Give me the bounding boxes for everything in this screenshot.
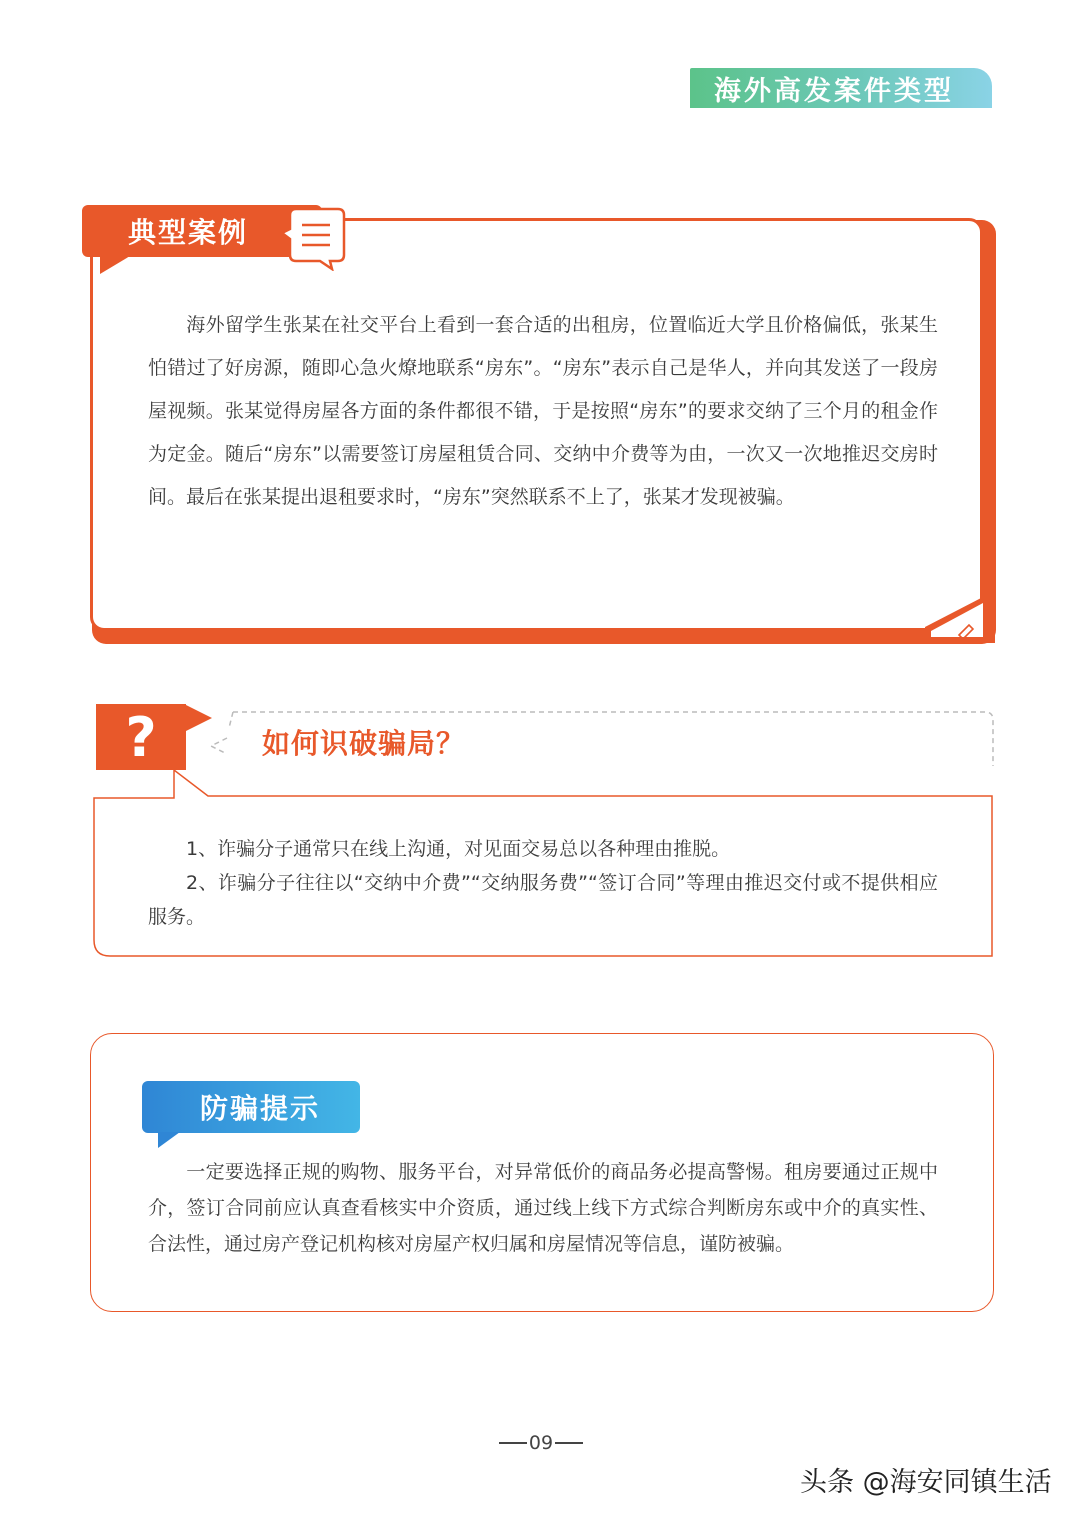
section-tag <box>690 68 992 108</box>
tips-paragraph <box>148 1154 938 1262</box>
tips-label-tail <box>158 1132 180 1148</box>
list-item-text: 2、诈骗分子往往以“交纳中介费”“交纳服务费”“签订合同”等理由推迟交付或不提供相应服务。 <box>148 872 938 928</box>
tips-label-text: 防骗提示 <box>200 1092 321 1125</box>
case-label-text: 典型案例 <box>128 216 249 249</box>
list-item <box>148 866 938 934</box>
how-list <box>148 832 938 934</box>
case-label-tail <box>100 256 130 274</box>
speech-bubble-icon <box>282 205 346 271</box>
case-paragraph <box>148 304 938 519</box>
list-item <box>148 832 938 866</box>
pencil-corner-icon <box>925 597 995 643</box>
page-number <box>496 1432 586 1454</box>
list-item-text: 1、诈骗分子通常只在线上沟通，对见面交易总以各种理由推脱。 <box>186 838 731 860</box>
case-paragraph-text: 海外留学生张某在社交平台上看到一套合适的出租房，位置临近大学且价格偏低，张某生怕错过了好房源，随即心急火燎地联系“房东”。“房东”表示自己是华人，并向其发送了一段房屋视频。张某觉得房屋各方面的条件都很不错，于是按照“房东”的要求交纳了三个月的租金作为定金。随后“房东”以需要签订房屋租赁合同、交纳中介费等为由，一次又一次地推迟交房时间。最后在张某提出退租要求时，“房东”突然联系不上了，张某才发现被骗。 <box>148 314 938 508</box>
question-mark-icon <box>96 704 186 770</box>
page-number-rule-left <box>499 1442 527 1444</box>
tips-label <box>142 1081 360 1133</box>
tips-paragraph-text: 一定要选择正规的购物、服务平台，对异常低价的商品务必提高警惕。租房要通过正规中介，签订合同前应认真查看核实中介资质，通过线上线下方式综合判断房东或中介的真实性、合法性，通过房产登记机构核对房屋产权归属和房屋情况等信息，谨防被骗。 <box>148 1161 938 1255</box>
page-number-rule-right <box>555 1442 583 1444</box>
watermark: 头条 @海安同镇生活 <box>800 1467 1052 1498</box>
page-number-text: 09 <box>528 1432 554 1454</box>
section-tag-label: 海外高发案件类型 <box>714 75 954 107</box>
question-mark-text: ? <box>125 705 157 769</box>
how-title: 如何识破骗局？ <box>262 727 466 760</box>
